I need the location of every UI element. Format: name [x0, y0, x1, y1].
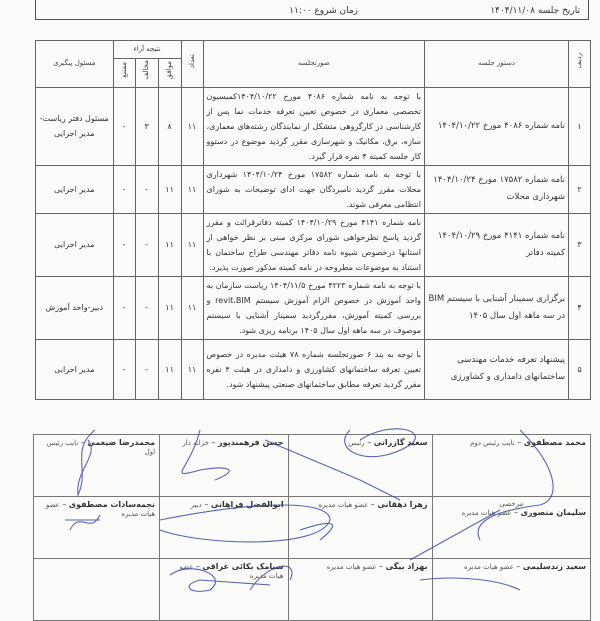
count-cell: ۱۱: [181, 276, 203, 339]
table-row: [36, 87, 591, 165]
oppose-cell: ۳: [135, 87, 158, 165]
agree-cell: ۱۱: [158, 165, 181, 213]
table-row: [36, 276, 591, 339]
signer-name: سعید گازرانی: [373, 438, 428, 447]
header-agenda: دستور جلسه: [425, 41, 569, 88]
signer-note: مرخصی: [499, 500, 524, 508]
oppose-cell: -: [135, 339, 158, 399]
oppose-cell: -: [135, 276, 158, 339]
agenda-cell: نامه شماره ۱۷۵۸۲ مورخ ۱۴۰۴/۱۰/۲۴ شهرداری محلات: [425, 165, 569, 213]
signature-cell: محمدرضا ضیغمی – نایب رئیس اول: [34, 435, 160, 497]
header-responsible: مسئول پیگیری: [36, 41, 114, 88]
signature-cell: نجمه‌سادات مصطفوی – عضو هیات مدیره: [34, 497, 160, 559]
minutes-cell: با توجه به نامه شماره ۴۰۸۶ مورخ ۱۴۰۴/۱۰/۲۲کمیسیون تخصصی معماری در خصوص تعیین تعرفه خدمات نما پس از کارشناسی در کارگروهی متشکل از نمایندگان رشته‌های معماری، سازه، برق، مکانیک و شهرسازی مقرر گردید موضوع در دستوو کار جلسه کمیته ۴ نفره قرار گیرد.: [203, 87, 424, 165]
signer-role: عضو هیات مدیره: [318, 501, 369, 509]
signer-name: زهرا دهقانی: [377, 500, 428, 509]
signature-cell: سیامک بکائی عراقی – عضو هیات مدیره: [160, 559, 289, 621]
signature-row: [34, 497, 591, 559]
signature-row: [34, 559, 591, 621]
responsible-cell: مسئول دفتر ریاست-مدیر اجرایی: [36, 87, 114, 165]
count-cell: ۱۱: [181, 87, 203, 165]
signer-role: نایب رئیس اول: [46, 439, 156, 456]
signer-role: عضو هیات مدیره: [179, 563, 284, 580]
responsible-cell: مدیر اجرایی: [36, 213, 114, 276]
row-number: ۳: [569, 213, 591, 276]
count-cell: ۱۱: [181, 165, 203, 213]
agenda-cell: پیشنهاد تعرفه خدمات مهندسی ساختمانهای دامداری و کشاورزی: [425, 339, 569, 399]
header-vote-result: نتیجه آراء: [113, 41, 181, 59]
signer-role: عضو هیات مدیره: [326, 563, 377, 571]
row-number: ۴: [569, 276, 591, 339]
signer-name: محمدرضا ضیغمی: [87, 438, 156, 447]
signer-name: بهزاد بیگی: [385, 562, 428, 571]
responsible-cell: مدیر اجرایی: [36, 165, 114, 213]
start-time: زمان شروع ۱۱:۰۰: [289, 6, 358, 16]
signer-name: سیامک بکائی عراقی: [202, 562, 284, 571]
abstain-cell: -: [113, 87, 135, 165]
minutes-cell: نامه شماره ۴۱۴۱ مورخ ۱۴۰۴/۱۰/۲۹ کمیته دفاترقرائت و مقرر گردید پاسخ نظرخواهی شورای مرکزی مبنی بر نظر خواهی از استانها درخصوص شیوه نامه دفاتر مهندسی طراح ساختمان با استناد به موضوعات مطروحه در نامه کمیته مذکور صورت پذیرد.: [203, 213, 424, 276]
agree-cell: ۱۱: [158, 213, 181, 276]
signature-cell: محمد مصطفوی – نایب رئیس دوم: [432, 435, 590, 497]
meeting-info-box: [35, 0, 589, 20]
count-cell: ۱۱: [181, 213, 203, 276]
signature-cell: [34, 559, 160, 621]
table-row: [36, 339, 591, 399]
signature-cell: سعید زندسلیمی – عضو هیات مدیره: [432, 559, 590, 621]
minutes-cell: با توجه به نامه شماره ۱۷۵۸۲ مورخ ۱۴۰۴/۱۰/۲۴ شهرداری محلات مقرر گردید نامبردگان جهت ادای توضیحات به شورای انتظامی معرفی شوند.: [203, 165, 424, 213]
agree-cell: ۱۱: [158, 339, 181, 399]
abstain-cell: -: [113, 165, 135, 213]
count-cell: ۱۱: [181, 339, 203, 399]
oppose-cell: -: [135, 213, 158, 276]
row-number: ۱: [569, 87, 591, 165]
abstain-cell: -: [113, 213, 135, 276]
signer-name: ابوالفضل فراهانی: [210, 500, 284, 509]
row-number: ۵: [569, 339, 591, 399]
responsible-cell: مدیر اجرایی: [36, 339, 114, 399]
signature-cell: حسن فرهمندپور – خزانه دار: [160, 435, 289, 497]
header-count: تعداد: [181, 41, 203, 88]
signature-cell: سعید گازرانی – رئیس: [288, 435, 432, 497]
signer-role: خزانه دار: [182, 439, 209, 447]
agree-cell: ۸: [158, 87, 181, 165]
header-row-number: ردیف: [569, 41, 591, 88]
signer-role: دبیر: [190, 501, 202, 509]
minutes-table: [35, 40, 591, 400]
header-minutes: صورتجلسه: [203, 41, 424, 88]
signer-role: عضو هیات مدیره: [464, 563, 514, 571]
signer-name: سلیمان منصوری: [520, 508, 586, 517]
signature-row: [34, 435, 591, 497]
abstain-cell: -: [113, 276, 135, 339]
signer-name: سعید زندسلیمی: [522, 562, 586, 571]
table-row: [36, 213, 591, 276]
table-row: [36, 165, 591, 213]
row-number: ۲: [569, 165, 591, 213]
signer-role: نایب رئیس دوم: [470, 439, 515, 447]
meeting-date: تاریخ جلسه ۱۴۰۴/۱۱/۰۸: [490, 6, 580, 16]
agenda-cell: نامه شماره ۴۰۸۶ مورخ ۱۴۰۴/۱۰/۲۲: [425, 87, 569, 165]
header-oppose: مخالف: [135, 59, 158, 88]
abstain-cell: -: [113, 339, 135, 399]
agenda-cell: برگزاری سمینار آشنایی با سیستم BIM در سه ماهه اول سال ۱۴۰۵: [425, 276, 569, 339]
signature-cell: زهرا دهقانی – عضو هیات مدیره: [288, 497, 432, 559]
signer-name: نجمه‌سادات مصطفوی: [68, 500, 156, 509]
signer-name: حسن فرهمندپور: [218, 438, 284, 447]
signature-cell: مرخصی سلیمان منصوری – عضو هیات مدیره: [432, 497, 590, 559]
signature-cell: ابوالفضل فراهانی – دبیر: [160, 497, 289, 559]
responsible-cell: دبیر-واحد آموزش: [36, 276, 114, 339]
minutes-cell: با توجه به نامه شماره ۴۲۲۳ مورخ ۱۴۰۴/۱۱/۵ ریاست سازمان به واحد آموزش در خصوص الزام آموزش سیستم revit،BIM و بررسی کمیته آموزش، مقررگردید سمینار آشنایی با سیستم موصوف در سه ماهه اول سال ۱۴۰۵ برنامه ریزی شود.: [203, 276, 424, 339]
signatures-table: [33, 434, 591, 621]
signature-cell: بهزاد بیگی – عضو هیات مدیره: [288, 559, 432, 621]
signer-name: محمد مصطفوی: [523, 438, 586, 447]
oppose-cell: -: [135, 165, 158, 213]
minutes-cell: با توجه به بند ۶ صورتجلسه شماره ۷۸ هیئت مدیره در خصوص تعیین تعرفه ساختمانهای کشاورزی و دامداری در هیئت ۴ نفره مقرر گردید تعرفه مطابق ساختمانهای صنعتی پیشنهاد شود.: [203, 339, 424, 399]
header-abstain: ممتنع: [113, 59, 135, 88]
agenda-cell: نامه شماره ۴۱۴۱ مورخ ۱۴۰۴/۱۰/۲۹ کمیته دفاتر: [425, 213, 569, 276]
signer-role: عضو هیات مدیره: [461, 509, 512, 517]
signer-role: عضو هیات مدیره: [45, 501, 156, 518]
agree-cell: ۱۱: [158, 276, 181, 339]
signer-role: رئیس: [348, 439, 365, 447]
header-agree: موافق: [158, 59, 181, 88]
